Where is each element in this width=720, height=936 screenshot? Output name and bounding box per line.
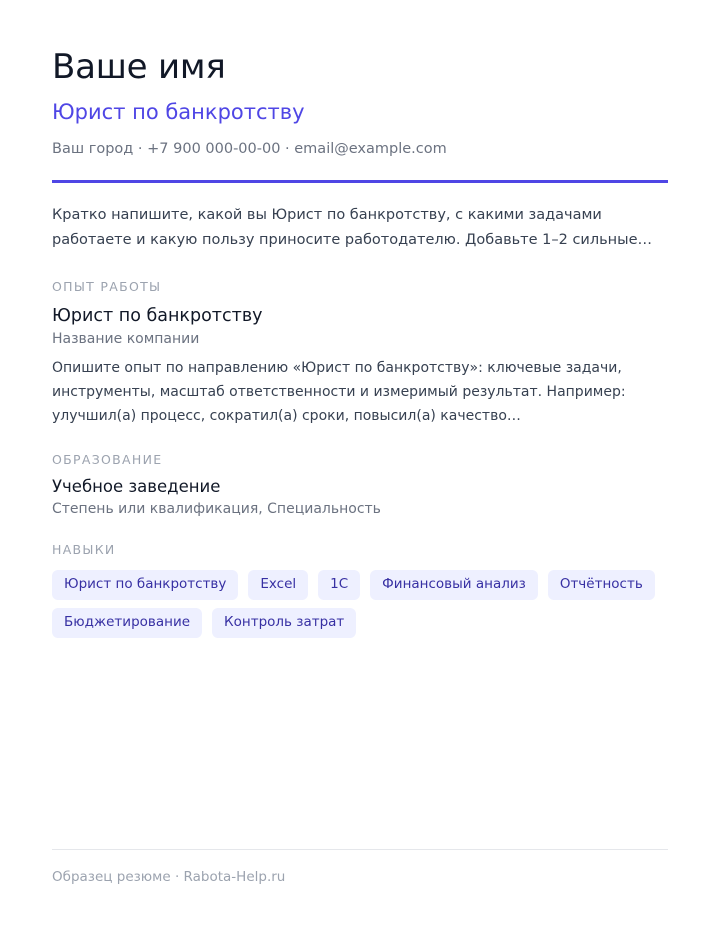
skills-row-1: [52, 570, 655, 600]
candidate-name: Ваше имя: [52, 47, 226, 87]
skill-tag: Excel: [248, 570, 308, 600]
skill-tag: 1С: [318, 570, 360, 600]
education-details: Степень или квалификация, Специальность: [52, 501, 381, 517]
skills-row-2: [52, 608, 356, 638]
education-institution: Учебное заведение: [52, 477, 221, 496]
education-section-title: ОБРАЗОВАНИЕ: [52, 452, 163, 467]
footer-divider: [52, 849, 668, 850]
skills-section-title: НАВЫКИ: [52, 542, 116, 557]
skill-tag: Финансовый анализ: [370, 570, 538, 600]
header-divider: [52, 180, 668, 183]
candidate-role: Юрист по банкротству: [52, 100, 305, 124]
experience-section-title: ОПЫТ РАБОТЫ: [52, 279, 162, 294]
skill-tag: Бюджетирование: [52, 608, 202, 638]
contact-line: Ваш город · +7 900 000-00-00 · email@example.com: [52, 141, 447, 157]
job-title: Юрист по банкротству: [52, 306, 263, 326]
footer-text: Образец резюме · Rabota-Help.ru: [52, 869, 286, 885]
skill-tag: Юрист по банкротству: [52, 570, 238, 600]
skill-tag: Отчётность: [548, 570, 655, 600]
summary-text: Кратко напишите, какой вы Юрист по банкротству, с какими задачами работаете и какую пользу приносите работодателю. Добавьте 1–2 сильные…: [52, 207, 653, 248]
company-name: Название компании: [52, 331, 200, 347]
skill-tag: Контроль затрат: [212, 608, 356, 638]
job-description: Опишите опыт по направлению «Юрист по банкротству»: ключевые задачи, инструменты, масштаб ответственности и измеримый результат. Например: улучшил(а) процесс, сократил(а) сроки, повысил(а) качество…: [52, 360, 626, 424]
